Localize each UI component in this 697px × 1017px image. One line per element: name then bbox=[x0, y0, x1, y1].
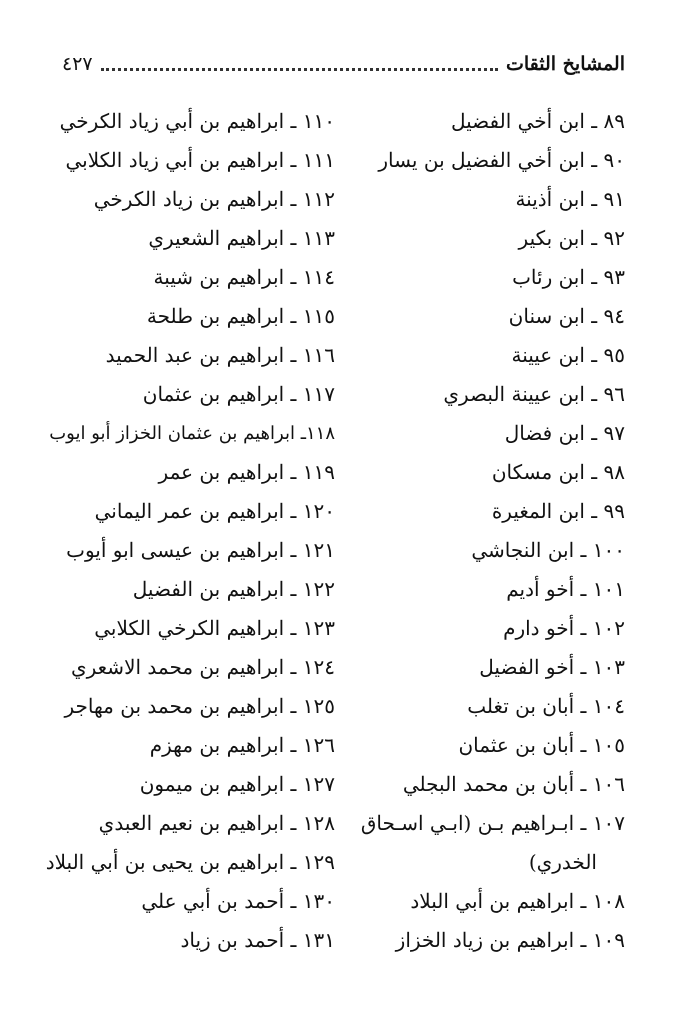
list-item: ١٢٢ ـ ابراهيم بن الفضيل bbox=[132, 577, 335, 601]
list-item: ٩١ ـ ابن أذينة bbox=[515, 187, 625, 211]
list-item: ٩٠ ـ ابن أخي الفضيل بن يسار bbox=[378, 148, 625, 172]
list-item: ٩٨ ـ ابن مسكان bbox=[491, 460, 625, 484]
list-item: ١٢٦ ـ ابراهيم بن مهزم bbox=[149, 733, 335, 757]
list-item: ١٠١ ـ أخو أديم bbox=[506, 577, 625, 601]
list-item: ١٠٥ ـ أبان بن عثمان bbox=[458, 733, 625, 757]
list-item: ١١٢ ـ ابراهيم بن زياد الكرخي bbox=[93, 187, 335, 211]
list-item: ١١١ ـ ابراهيم بن أبي زياد الكلابي bbox=[65, 148, 335, 172]
list-item: ١٣١ ـ أحمد بن زياد bbox=[180, 928, 335, 952]
list-item: ٩٥ ـ ابن عيينة bbox=[511, 343, 625, 367]
list-item: ١٠٢ ـ أخو دارم bbox=[503, 616, 625, 640]
list-item: ١٠٣ ـ أخو الفضيل bbox=[479, 655, 625, 679]
list-item: ١١٨ـ ابراهيم بن عثمان الخزاز أبو ايوب bbox=[49, 423, 335, 444]
list-item: ٩٦ ـ ابن عيينة البصري bbox=[443, 382, 625, 406]
list-item: ١٠٩ ـ ابراهيم بن زياد الخزاز bbox=[395, 928, 625, 952]
left-column bbox=[45, 102, 335, 960]
running-title: المشايخ الثقات bbox=[505, 53, 625, 75]
list-item: ١٢٥ ـ ابراهيم بن محمد بن مهاجر bbox=[64, 694, 335, 718]
list-item: ١١٥ ـ ابراهيم بن طلحة bbox=[146, 304, 335, 328]
page-header bbox=[62, 44, 625, 84]
list-item: ١٢٩ ـ ابراهيم بن يحيى بن أبي البلاد bbox=[45, 850, 335, 874]
list-item: ٩٧ ـ ابن فضال bbox=[504, 421, 625, 445]
right-column bbox=[350, 102, 625, 960]
list-item: ١١٤ ـ ابراهيم بن شيبة bbox=[153, 265, 335, 289]
list-item: ٩٩ ـ ابن المغيرة bbox=[491, 499, 625, 523]
list-item: ١١٠ ـ ابراهيم بن أبي زياد الكرخي bbox=[59, 109, 335, 133]
list-item: ١١٩ ـ ابراهيم بن عمر bbox=[158, 460, 335, 484]
list-item: ١٢٠ ـ ابراهيم بن عمر اليماني bbox=[94, 499, 335, 523]
list-item: ١٢٤ ـ ابراهيم بن محمد الاشعري bbox=[70, 655, 335, 679]
list-item: ٩٣ ـ ابن رئاب bbox=[512, 265, 625, 289]
list-item: ٩٢ ـ ابن بكير bbox=[518, 226, 625, 250]
list-item: ١٠٠ ـ ابن النجاشي bbox=[471, 538, 625, 562]
list-item: ١٠٨ ـ ابراهيم بن أبي البلاد bbox=[410, 889, 625, 913]
list-item: ١٠٧ ـ ابـراهيم بـن (ابـي اسـحاق bbox=[360, 811, 625, 835]
list-item: ١١٧ ـ ابراهيم بن عثمان bbox=[142, 382, 335, 406]
list-item: ١٢٨ ـ ابراهيم بن نعيم العبدي bbox=[98, 811, 335, 835]
dot-leader bbox=[101, 68, 498, 71]
list-item: ١٢٧ ـ ابراهيم بن ميمون bbox=[139, 772, 335, 796]
list-item: ١٢٣ ـ ابراهيم الكرخي الكلابي bbox=[94, 616, 335, 640]
list-item-continuation: الخدري) bbox=[528, 850, 597, 874]
list-item: ١٢١ ـ ابراهيم بن عيسى ابو أيوب bbox=[66, 538, 335, 562]
list-item: ١١٦ ـ ابراهيم بن عبد الحميد bbox=[105, 343, 335, 367]
list-item: ١٣٠ ـ أحمد بن أبي علي bbox=[141, 889, 335, 913]
list-item: ١١٣ ـ ابراهيم الشعيري bbox=[148, 226, 335, 250]
list-item: ٨٩ ـ ابن أخي الفضيل bbox=[450, 109, 625, 133]
list-item: ١٠٦ ـ أبان بن محمد البجلي bbox=[402, 772, 625, 796]
list-item: ١٠٤ ـ أبان بن تغلب bbox=[467, 694, 625, 718]
list-item: ٩٤ ـ ابن سنان bbox=[508, 304, 625, 328]
page-number: ٤٢٧ bbox=[62, 53, 93, 75]
